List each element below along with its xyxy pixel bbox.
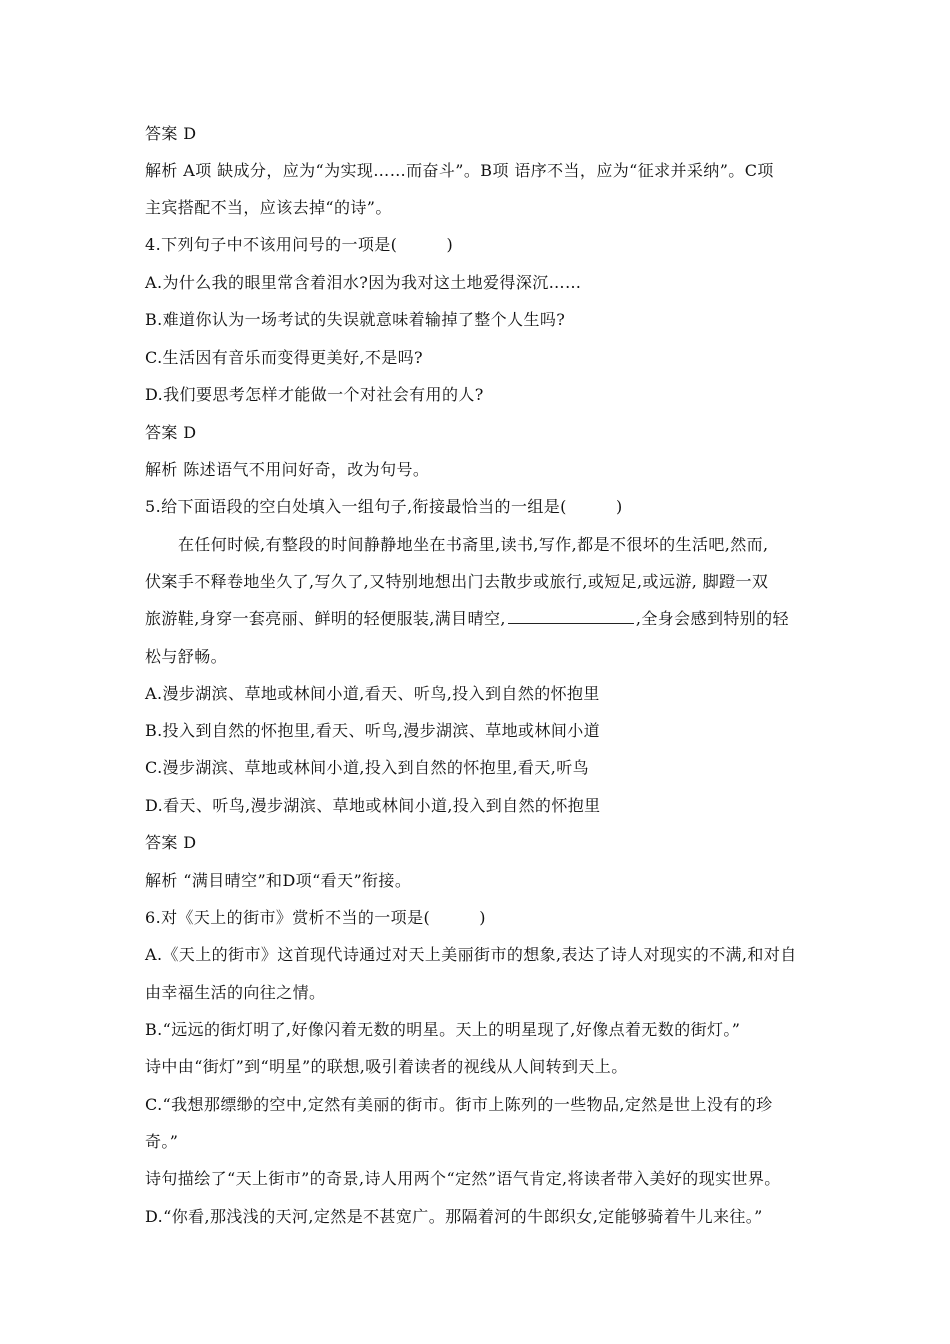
q6-option-b-line-2: 诗中由“街灯”到“明星”的联想,吸引着读者的视线从人间转到天上。 [145,1057,628,1076]
q6-option-a-line-1: A.《天上的街市》这首现代诗通过对天上美丽街市的想象,表达了诗人对现实的不满,和对自 [145,945,797,964]
q6-option-c-line-2: 奇。” [145,1132,179,1151]
q5-analysis: 解析 “满目晴空”和D项“看天”衔接。 [145,871,412,890]
q5-passage-line-2: 伏案手不释卷地坐久了,写久了,又特别地想出门去散步或旅行,或短足,或远游, 脚蹬一双 [145,572,769,591]
q5-passage-line-3 [145,608,810,630]
q3-answer: 答案 D [145,124,197,143]
q5-passage-line-1: 在任何时候,有整段的时间静静地坐在书斋里,读书,写作,都是不很坏的生活吧,然而, [178,535,769,554]
q5-option-c: C.漫步湖滨、草地或林间小道,投入到自然的怀抱里,看天,听鸟 [145,758,590,777]
q5-option-a: A.漫步湖滨、草地或林间小道,看天、听鸟,投入到自然的怀抱里 [145,684,600,703]
q4-question: 4.下列句子中不该用问号的一项是( ) [145,235,454,254]
q5-passage-line-3-start: 旅游鞋,身穿一套亮丽、鲜明的轻便服装,满目晴空, [145,609,506,628]
q4-option-a: A.为什么我的眼里常含着泪水?因为我对这土地爱得深沉…… [145,273,582,292]
q4-option-c: C.生活因有音乐而变得更美好,不是吗? [145,348,424,367]
q4-option-b: B.难道你认为一场考试的失误就意味着输掉了整个人生吗? [145,310,566,329]
fill-in-blank [508,609,634,624]
q3-analysis-line-2: 主宾搭配不当，应该去掉“的诗”。 [145,198,392,217]
q5-answer: 答案 D [145,833,197,852]
q4-option-d: D.我们要思考怎样才能做一个对社会有用的人? [145,385,484,404]
q5-passage-line-3-end: ,全身会感到特别的轻 [635,609,789,628]
q5-option-d: D.看天、听鸟,漫步湖滨、草地或林间小道,投入到自然的怀抱里 [145,796,601,815]
q6-option-c-line-3: 诗句描绘了“天上街市”的奇景,诗人用两个“定然”语气肯定,将读者带入美好的现实世界。 [145,1169,781,1188]
q6-option-c-line-1: C.“我想那缥缈的空中,定然有美丽的街市。街市上陈列的一些物品,定然是世上没有的珍 [145,1095,773,1114]
q5-passage-line-4: 松与舒畅。 [145,647,228,666]
q3-analysis-line-1: 解析 A项 缺成分，应为“为实现……而奋斗”。B项 语序不当，应为“征求并采纳”。C项 [145,161,774,180]
q6-question: 6.对《天上的街市》赏析不当的一项是( ) [145,908,486,927]
q6-option-a-line-2: 由幸福生活的向往之情。 [145,983,326,1002]
q4-analysis: 解析 陈述语气不用问好奇，改为句号。 [145,460,430,479]
q6-option-b-line-1: B.“远远的街灯明了,好像闪着无数的明星。天上的明星现了,好像点着无数的街灯。” [145,1020,741,1039]
q4-answer: 答案 D [145,423,197,442]
q5-option-b: B.投入到自然的怀抱里,看天、听鸟,漫步湖滨、草地或林间小道 [145,721,601,740]
q6-option-d-line-1: D.“你看,那浅浅的天河,定然是不甚宽广。那隔着河的牛郎织女,定能够骑着牛儿来往。” [145,1207,763,1226]
q5-question: 5.给下面语段的空白处填入一组句子,衔接最恰当的一组是( ) [145,497,623,516]
